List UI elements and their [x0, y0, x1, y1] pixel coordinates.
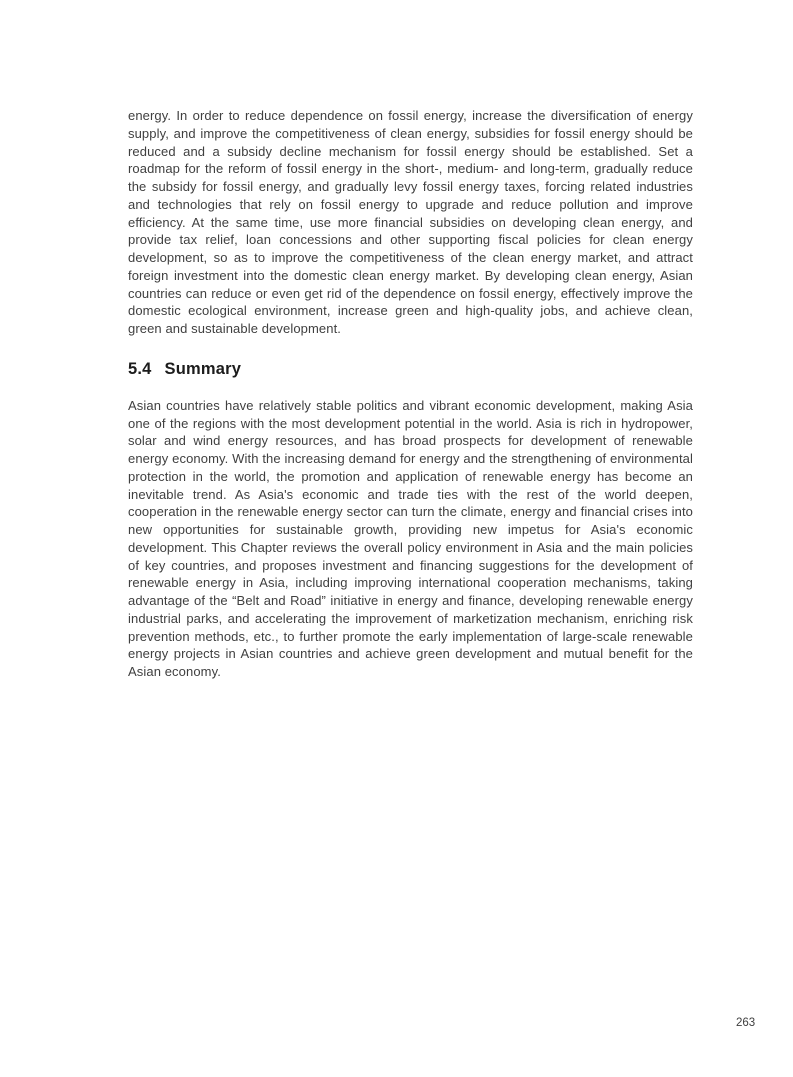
section-number: 5.4: [128, 359, 152, 378]
intro-paragraph: energy. In order to reduce dependence on fossil energy, increase the diversification of energy supply, and improve the competitiveness of clean energy, subsidies for fossil energy should be reduced and a subsidy decline mechanism for fossil energy should be established. Set a roadmap for the reform of fossil energy in the short-, medium- and long-term, gradually reduce the subsidy for fossil energy, and gradually levy fossil energy taxes, forcing related industries and technologies that rely on fossil energy to upgrade and reduce pollution and improve efficiency. At the same time, use more financial subsidies on developing clean energy, and provide tax relief, loan concessions and other supporting fiscal policies for clean energy development, so as to improve the competitiveness of the clean energy market, and attract foreign investment into the domestic clean energy market. By developing clean energy, Asian countries can reduce or even get rid of the dependence on fossil energy, effectively improve the domestic ecological environment, increase green and high-quality jobs, and achieve clean, green and sustainable development.: [128, 108, 693, 336]
page-content: [128, 107, 693, 681]
section-title: Summary: [164, 359, 242, 378]
page-number: 263: [736, 1017, 756, 1029]
section-heading: [128, 360, 693, 378]
summary-paragraph: Asian countries have relatively stable politics and vibrant economic development, making Asia one of the regions with the most development potential in the world. Asia is rich in hydropower, solar and wind energy resources, and has broad prospects for development of renewable energy economy. With the increasing demand for energy and the strengthening of environmental protection in the world, the promotion and application of renewable energy has become an inevitable trend. As Asia's economic and trade ties with the rest of the world deepen, cooperation in the renewable energy sector can turn the climate, energy and financial crises into new opportunities for sustainable growth, providing new impetus for Asia's economic development. This Chapter reviews the overall policy environment in Asia and the main policies of key countries, and proposes investment and financing suggestions for the development of renewable energy in Asia, including improving international cooperation mechanisms, taking advantage of the “Belt and Road” initiative in energy and finance, developing renewable energy industrial parks, and accelerating the improvement of marketization mechanism, enriching risk prevention methods, etc., to further promote the early implementation of large-scale renewable energy projects in Asian countries and achieve green development and mutual benefit for the Asian economy.: [128, 397, 693, 679]
